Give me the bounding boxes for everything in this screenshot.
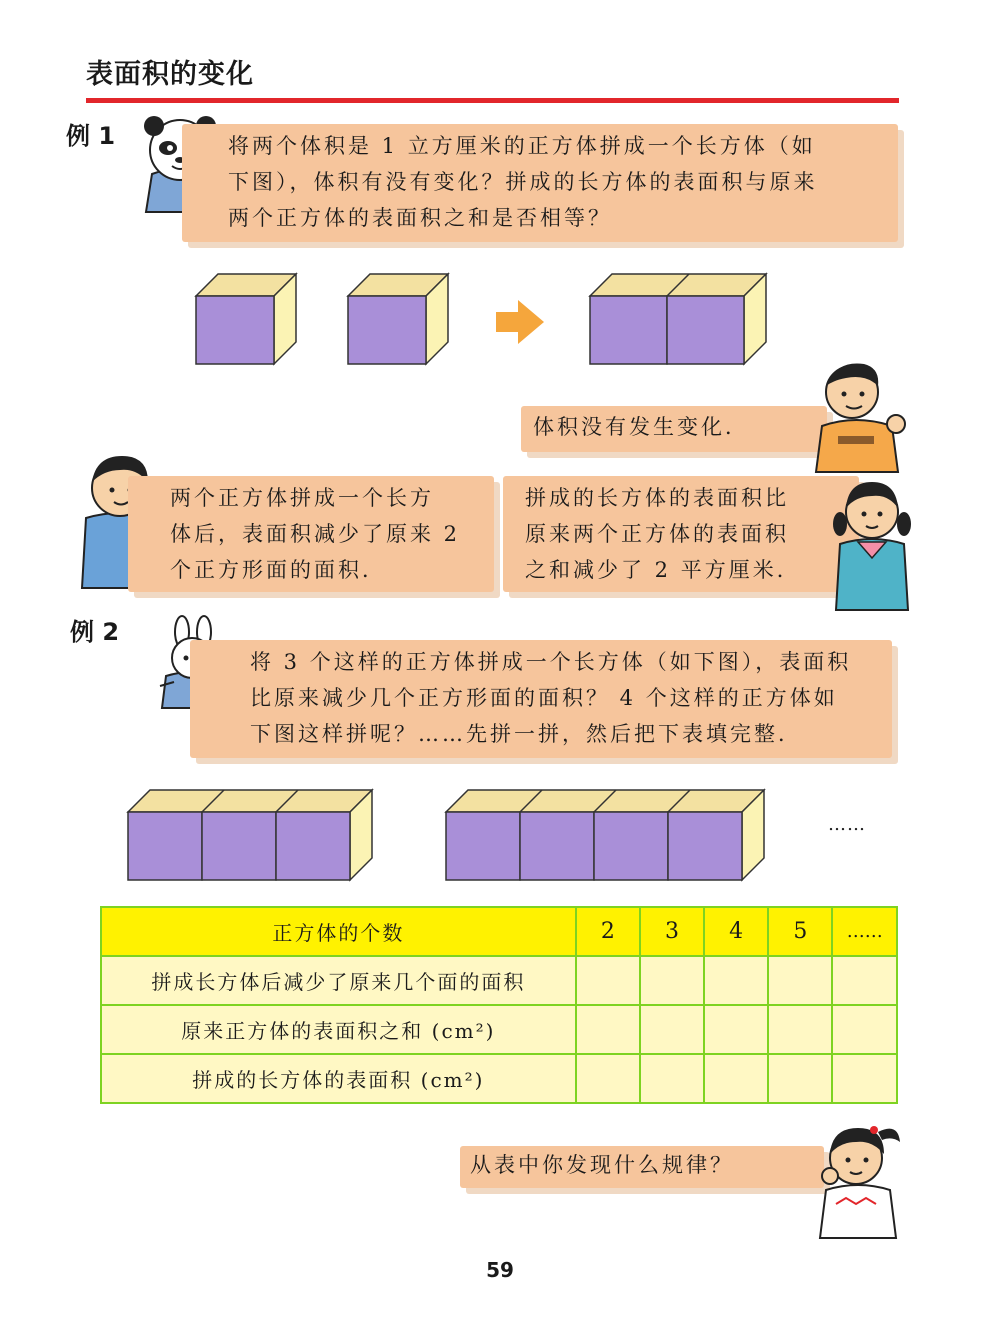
question-line: 两个正方体的表面积之和是否相等？ bbox=[228, 206, 612, 230]
table-count-cell: …… bbox=[832, 907, 897, 956]
answer-line: 个正方形面的面积． bbox=[170, 558, 386, 582]
cube-illustration-single-1 bbox=[196, 274, 296, 366]
answer-line: 体后，表面积减少了原来 2 bbox=[170, 522, 461, 546]
table-row bbox=[101, 956, 897, 1005]
question-line: 将两个体积是 1 立方厘米的正方体拼成一个长方体（如 bbox=[228, 134, 816, 158]
table-row bbox=[101, 1054, 897, 1103]
question-line: 下图），体积有没有变化？拼成的长方体的表面积与原来 bbox=[228, 170, 818, 194]
table-row-label: 拼成的长方体的表面积 (cm²) bbox=[101, 1054, 576, 1103]
example2-question-bubble bbox=[190, 640, 892, 758]
question-line: 下图这样拼呢？……先拼一拼，然后把下表填完整． bbox=[250, 722, 802, 746]
volume-answer-text: 体积没有发生变化． bbox=[533, 415, 749, 439]
title-rule bbox=[86, 98, 899, 103]
table-blank-cell[interactable] bbox=[832, 1054, 897, 1103]
table-blank-cell[interactable] bbox=[832, 1005, 897, 1054]
fill-in-table bbox=[100, 906, 898, 1104]
answer-line: 原来两个正方体的表面积 bbox=[525, 522, 789, 546]
table-blank-cell[interactable] bbox=[768, 1005, 832, 1054]
boy-character-icon bbox=[806, 356, 910, 472]
cuboid-illustration-4-cubes bbox=[446, 790, 764, 882]
table-row-label: 原来正方体的表面积之和 (cm²) bbox=[101, 1005, 576, 1054]
table-blank-cell[interactable] bbox=[768, 1054, 832, 1103]
example1-question-bubble bbox=[182, 124, 898, 242]
table-blank-cell[interactable] bbox=[576, 1054, 640, 1103]
girl-answer-bubble bbox=[503, 476, 859, 592]
question-line: 将 3 个这样的正方体拼成一个长方体（如下图），表面积 bbox=[250, 650, 852, 674]
cuboid-illustration-2-cubes bbox=[590, 274, 766, 366]
page-title: 表面积的变化 bbox=[86, 59, 254, 90]
table-count-cell: 5 bbox=[768, 907, 832, 956]
table-count-cell: 2 bbox=[576, 907, 640, 956]
table-count-cell: 3 bbox=[640, 907, 704, 956]
table-blank-cell[interactable] bbox=[576, 956, 640, 1005]
girl-character-icon bbox=[832, 470, 912, 610]
table-row bbox=[101, 1005, 897, 1054]
table-blank-cell[interactable] bbox=[576, 1005, 640, 1054]
table-blank-cell[interactable] bbox=[704, 1005, 768, 1054]
answer-line: 拼成的长方体的表面积比 bbox=[525, 486, 789, 510]
table-blank-cell[interactable] bbox=[704, 956, 768, 1005]
table-blank-cell[interactable] bbox=[704, 1054, 768, 1103]
table-blank-cell[interactable] bbox=[640, 1054, 704, 1103]
cuboid-illustration-3-cubes bbox=[128, 790, 372, 882]
table-count-cell: 4 bbox=[704, 907, 768, 956]
continuation-ellipsis: …… bbox=[828, 814, 866, 835]
table-blank-cell[interactable] bbox=[832, 956, 897, 1005]
example2-label: 例 2 bbox=[70, 618, 120, 646]
arrow-right-icon bbox=[496, 300, 546, 344]
closing-question-bubble bbox=[460, 1146, 824, 1188]
volume-answer-bubble bbox=[521, 406, 827, 452]
boy-answer-bubble bbox=[128, 476, 494, 592]
example1-label: 例 1 bbox=[66, 122, 116, 150]
table-blank-cell[interactable] bbox=[640, 956, 704, 1005]
table-header-row bbox=[101, 907, 897, 956]
table-header-label: 正方体的个数 bbox=[101, 907, 576, 956]
page-number: 59 bbox=[486, 1258, 514, 1282]
cube-illustration-single-2 bbox=[348, 274, 448, 366]
table-blank-cell[interactable] bbox=[768, 956, 832, 1005]
table-blank-cell[interactable] bbox=[640, 1005, 704, 1054]
question-line: 比原来减少几个正方形面的面积？ 4 个这样的正方体如 bbox=[250, 686, 838, 710]
table-row-label: 拼成长方体后减少了原来几个面的面积 bbox=[101, 956, 576, 1005]
thinking-girl-character-icon bbox=[812, 1118, 904, 1238]
closing-question-text: 从表中你发现什么规律？ bbox=[470, 1153, 734, 1177]
answer-line: 两个正方体拼成一个长方 bbox=[170, 486, 434, 510]
answer-line: 之和减少了 2 平方厘米． bbox=[525, 558, 801, 582]
